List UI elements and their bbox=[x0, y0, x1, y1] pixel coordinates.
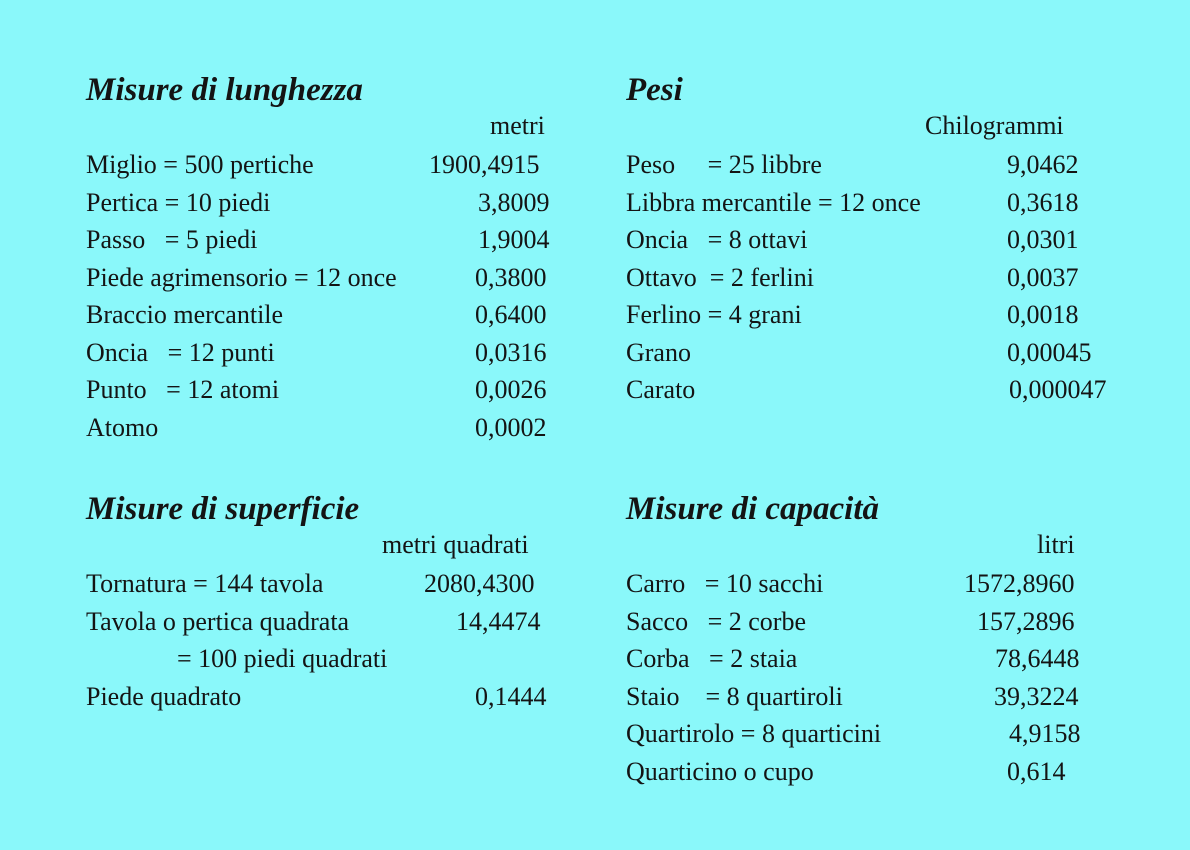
weight-row-value: 0,3618 bbox=[1007, 188, 1079, 217]
weight-row-value: 9,0462 bbox=[1007, 150, 1079, 179]
weight-unit: Chilogrammi bbox=[925, 111, 1064, 140]
area-row-value: 14,4474 bbox=[456, 607, 541, 636]
length-section bbox=[86, 70, 566, 450]
weight-row-value: 0,0037 bbox=[1007, 263, 1079, 292]
length-row-label: Atomo bbox=[86, 413, 159, 442]
area-row-label: Tavola o pertica quadrata bbox=[86, 607, 350, 636]
length-row-value: 0,0026 bbox=[475, 375, 547, 404]
area-section bbox=[86, 489, 566, 719]
capacity-row-label: Staio = 8 quartiroli bbox=[626, 682, 843, 711]
length-row-label: Passo = 5 piedi bbox=[86, 225, 258, 254]
length-row-label: Oncia = 12 punti bbox=[86, 338, 275, 367]
area-row-value: 0,1444 bbox=[475, 682, 547, 711]
capacity-row-label: Carro = 10 sacchi bbox=[626, 569, 824, 598]
capacity-title: Misure di capacità bbox=[626, 491, 879, 527]
capacity-row-value: 157,2896 bbox=[977, 607, 1075, 636]
capacity-row-label: Quarticino o cupo bbox=[626, 757, 814, 786]
weight-row-label: Grano bbox=[626, 338, 691, 367]
capacity-row-value: 39,3224 bbox=[994, 682, 1079, 711]
length-row-label: Braccio mercantile bbox=[86, 300, 284, 329]
length-title: Misure di lunghezza bbox=[86, 72, 363, 108]
capacity-row-label: Corba = 2 staia bbox=[626, 644, 798, 673]
length-row-value: 0,3800 bbox=[475, 263, 547, 292]
weight-row-label: Peso = 25 libbre bbox=[626, 150, 822, 179]
area-title: Misure di superficie bbox=[86, 491, 360, 527]
length-row-value: 1900,4915 bbox=[429, 150, 540, 179]
capacity-unit: litri bbox=[1037, 530, 1075, 559]
capacity-row-label: Quartirolo = 8 quarticini bbox=[626, 719, 882, 748]
length-row-value: 0,6400 bbox=[475, 300, 547, 329]
capacity-row-value: 0,614 bbox=[1007, 757, 1066, 786]
capacity-row-value: 78,6448 bbox=[995, 644, 1080, 673]
area-row-label: Piede quadrato bbox=[86, 682, 242, 711]
length-row-value: 0,0002 bbox=[475, 413, 547, 442]
capacity-row-value: 1572,8960 bbox=[964, 569, 1075, 598]
length-row-value: 1,9004 bbox=[478, 225, 550, 254]
weight-row-label: Ferlino = 4 grani bbox=[626, 300, 802, 329]
weight-row-value: 0,0301 bbox=[1007, 225, 1079, 254]
area-row-label: = 100 piedi quadrati bbox=[177, 644, 388, 673]
capacity-section bbox=[626, 489, 1106, 799]
capacity-row-value: 4,9158 bbox=[1009, 719, 1081, 748]
length-row-label: Miglio = 500 pertiche bbox=[86, 150, 314, 179]
weight-row-label: Libbra mercantile = 12 once bbox=[626, 188, 921, 217]
length-row-label: Piede agrimensorio = 12 once bbox=[86, 263, 397, 292]
length-row-value: 3,8009 bbox=[478, 188, 550, 217]
weight-row-label: Oncia = 8 ottavi bbox=[626, 225, 808, 254]
weight-row-value: 0,00045 bbox=[1007, 338, 1092, 367]
weight-row-label: Ottavo = 2 ferlini bbox=[626, 263, 814, 292]
length-row-label: Pertica = 10 piedi bbox=[86, 188, 271, 217]
area-row-value: 2080,4300 bbox=[424, 569, 535, 598]
weight-row-value: 0,000047 bbox=[1009, 375, 1107, 404]
weight-row-value: 0,0018 bbox=[1007, 300, 1079, 329]
area-row-label: Tornatura = 144 tavola bbox=[86, 569, 324, 598]
area-unit: metri quadrati bbox=[382, 530, 529, 559]
weight-row-label: Carato bbox=[626, 375, 696, 404]
capacity-row-label: Sacco = 2 corbe bbox=[626, 607, 806, 636]
weight-section bbox=[626, 70, 1146, 410]
length-row-label: Punto = 12 atomi bbox=[86, 375, 280, 404]
weight-title: Pesi bbox=[626, 72, 683, 108]
length-unit: metri bbox=[490, 111, 545, 140]
length-row-value: 0,0316 bbox=[475, 338, 547, 367]
